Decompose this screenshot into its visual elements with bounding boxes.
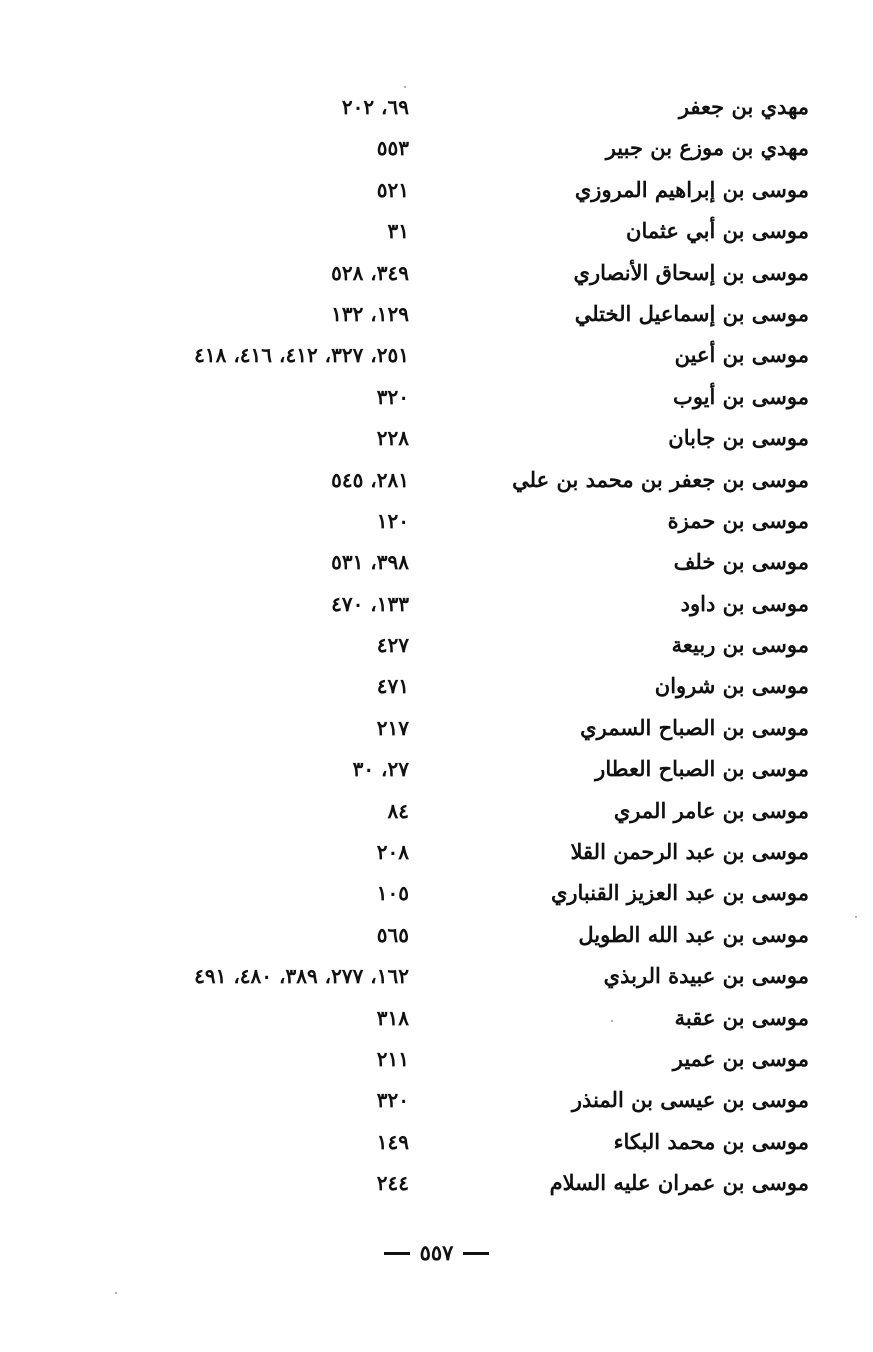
entry-page-numbers: ٨٤	[387, 798, 409, 823]
entry-page-numbers: ٢١٧	[376, 715, 409, 740]
entry-page-numbers: ٥٥٣	[376, 136, 409, 161]
index-entry	[0, 1081, 873, 1122]
scan-speck	[611, 1020, 613, 1022]
entry-page-numbers: ٢٧، ٣٠	[352, 757, 409, 782]
entry-name: موسى بن شروان	[654, 673, 809, 699]
entry-page-numbers: ٣٤٩، ٥٢٨	[331, 260, 409, 285]
index-entry	[0, 626, 873, 667]
entry-name: موسى بن جعفر بن محمد بن علي	[512, 466, 809, 492]
name-index-list	[0, 88, 873, 1206]
entry-page-numbers: ٣١٨	[376, 1005, 409, 1030]
index-entry	[0, 212, 873, 253]
page-number: ٥٥٧	[419, 1240, 454, 1265]
index-entry	[0, 1040, 873, 1081]
index-entry	[0, 999, 873, 1040]
index-entry	[0, 295, 873, 336]
entry-name: موسى بن الصباح العطار	[595, 756, 809, 782]
index-entry	[0, 750, 873, 791]
entry-name: موسى بن جابان	[668, 425, 809, 451]
entry-page-numbers: ١٠٥	[376, 881, 409, 906]
entry-page-numbers: ٦٩، ٢٠٢	[341, 95, 409, 119]
index-entry	[0, 709, 873, 750]
entry-name: مهدي بن جعفر	[678, 94, 809, 119]
entry-page-numbers: ٢٠٨	[376, 840, 409, 865]
index-entry	[0, 792, 873, 833]
index-entry	[0, 957, 873, 998]
entry-page-numbers: ٢٤٤	[376, 1171, 409, 1196]
entry-name: موسى بن محمد البكاء	[613, 1128, 809, 1154]
entry-name: موسى بن عبد العزيز القنباري	[550, 880, 809, 906]
index-entry	[0, 543, 873, 584]
index-entry	[0, 419, 873, 460]
entry-name: موسى بن عمران عليه السلام	[549, 1170, 809, 1196]
entry-name: موسى بن أبي عثمان	[626, 218, 809, 244]
entry-page-numbers: ٥٢١	[376, 177, 409, 202]
entry-name: موسى بن داود	[680, 590, 809, 616]
footer-dash-right	[463, 1252, 489, 1255]
entry-name: مهدي بن موزع بن جبير	[605, 135, 809, 161]
index-entry	[0, 1123, 873, 1164]
entry-name: موسى بن عامر المري	[613, 797, 809, 823]
index-entry	[0, 461, 873, 502]
entry-name: موسى بن عقبة	[674, 1004, 809, 1030]
index-entry	[0, 833, 873, 874]
entry-page-numbers: ٤٧١	[376, 674, 409, 699]
entry-page-numbers: ١٦٢، ٢٧٧، ٣٨٩، ٤٨٠، ٤٩١	[194, 964, 409, 989]
entry-name: موسى بن ربيعة	[671, 632, 809, 658]
entry-name: موسى بن الصباح السمري	[580, 714, 809, 740]
entry-page-numbers: ٥٦٥	[376, 922, 409, 947]
index-entry	[0, 129, 873, 170]
entry-page-numbers: ٣٢٠	[376, 1088, 409, 1113]
entry-name: موسى بن خلف	[673, 549, 809, 575]
entry-name: موسى بن إسماعيل الختلي	[574, 300, 809, 326]
entry-name: موسى بن عبد الرحمن القلا	[570, 839, 809, 865]
entry-page-numbers: ٢٢٨	[376, 426, 409, 451]
index-entry	[0, 254, 873, 295]
index-entry	[0, 378, 873, 419]
footer-dash-left	[384, 1252, 410, 1255]
entry-name: موسى بن عبيدة الربذي	[603, 963, 809, 989]
scan-speck	[855, 916, 857, 918]
entry-page-numbers: ٣١	[387, 219, 409, 244]
entry-name: موسى بن عمير	[672, 1045, 809, 1071]
index-entry	[0, 502, 873, 543]
index-entry	[0, 336, 873, 377]
index-entry	[0, 874, 873, 915]
index-entry	[0, 171, 873, 212]
entry-name: موسى بن حمزة	[667, 507, 809, 533]
index-entry	[0, 1164, 873, 1205]
entry-name: موسى بن إسحاق الأنصاري	[573, 259, 809, 285]
entry-page-numbers: ٤٢٧	[376, 633, 409, 658]
entry-page-numbers: ١٢٠	[376, 508, 409, 533]
entry-name: موسى بن أعين	[674, 342, 809, 368]
entry-page-numbers: ١٣٣، ٤٧٠	[331, 591, 409, 616]
index-entry	[0, 667, 873, 708]
entry-page-numbers: ٢٥١، ٣٢٧، ٤١٢، ٤١٦، ٤١٨	[194, 343, 409, 368]
entry-name: موسى بن أيوب	[673, 383, 809, 409]
entry-name: موسى بن عبد الله الطويل	[578, 921, 809, 947]
index-entry	[0, 585, 873, 626]
index-entry	[0, 916, 873, 957]
index-entry	[0, 88, 873, 129]
entry-name: موسى بن إبراهيم المروزي	[574, 176, 809, 202]
entry-page-numbers: ٣٩٨، ٥٣١	[331, 550, 409, 575]
page-footer	[0, 1236, 873, 1270]
scan-speck	[115, 1292, 117, 1294]
entry-page-numbers: ٢١١	[376, 1046, 409, 1071]
entry-page-numbers: ١٢٩، ١٣٢	[331, 301, 409, 326]
entry-page-numbers: ٣٢٠	[376, 384, 409, 409]
scan-speck	[404, 86, 406, 88]
entry-page-numbers: ٢٨١، ٥٤٥	[331, 467, 409, 492]
entry-page-numbers: ١٤٩	[376, 1129, 409, 1154]
entry-name: موسى بن عيسى بن المنذر	[571, 1087, 809, 1113]
